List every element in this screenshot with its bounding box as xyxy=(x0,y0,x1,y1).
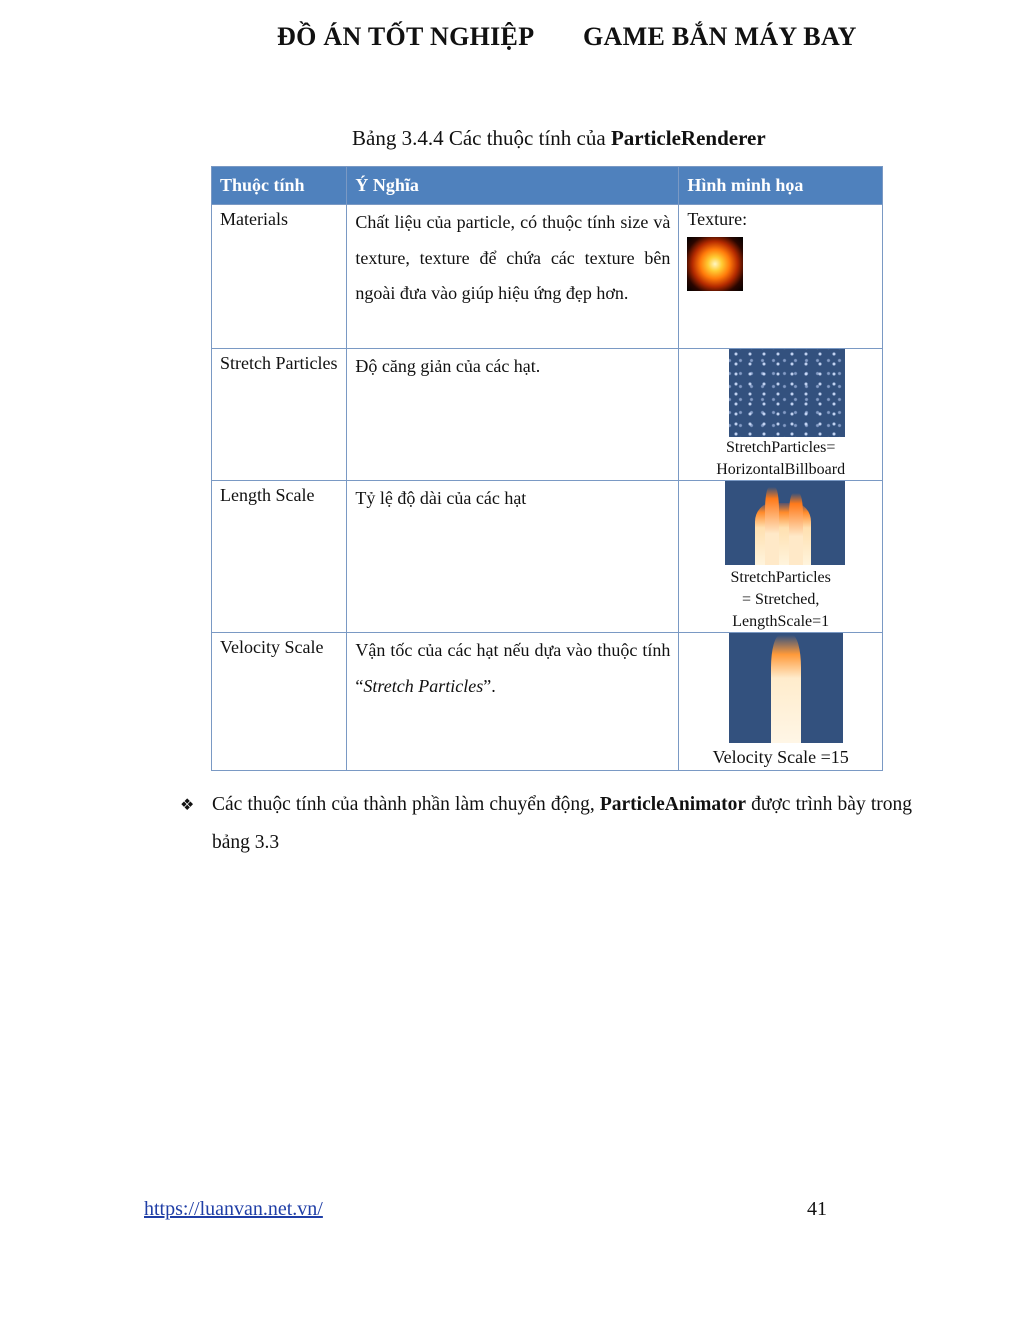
table-row xyxy=(212,481,883,633)
flame-shape xyxy=(789,493,803,565)
image-caption xyxy=(679,437,882,481)
caption-line: HorizontalBillboard xyxy=(716,461,846,478)
table-row xyxy=(212,205,883,349)
image-caption xyxy=(679,746,882,768)
stretch-particles-image xyxy=(729,349,845,437)
caption-line: = Stretched, xyxy=(741,591,820,608)
property-desc xyxy=(347,633,679,771)
desc-text: Vận tốc của các hạt nếu dựa vào thuộc tính “ xyxy=(355,640,671,696)
header-illustration: Hình minh họa xyxy=(679,167,883,205)
desc-italic: Stretch Particles xyxy=(363,675,484,696)
bullet-text-prefix: Các thuộc tính của thành phần làm chuyển động, xyxy=(212,794,600,815)
property-name: Length Scale xyxy=(212,481,347,633)
caption-line: LengthScale=1 xyxy=(732,613,830,630)
illustration-cell xyxy=(679,349,883,481)
texture-image xyxy=(687,237,743,291)
bullet-text-bold: ParticleAnimator xyxy=(599,794,747,815)
header-meaning: Ý Nghĩa xyxy=(347,167,679,205)
properties-table xyxy=(211,166,883,771)
header-property: Thuộc tính xyxy=(212,167,347,205)
caption-line: StretchParticles= xyxy=(725,439,836,456)
table-row xyxy=(212,349,883,481)
header-title-left: ĐỒ ÁN TỐT NGHIỆP xyxy=(277,22,535,51)
property-desc: Độ căng giản của các hạt. xyxy=(347,349,679,481)
caption-line: StretchParticles xyxy=(730,569,831,586)
caption-line: Velocity Scale =15 xyxy=(712,747,849,767)
page-number: 41 xyxy=(807,1198,827,1220)
diamond-bullet-icon: ❖ xyxy=(180,795,195,814)
length-scale-image xyxy=(725,481,845,565)
property-name: Materials xyxy=(212,205,347,349)
table-header-row xyxy=(212,167,883,205)
texture-label: Texture: xyxy=(687,209,748,229)
desc-text: ”. xyxy=(483,675,496,696)
property-name: Velocity Scale xyxy=(212,633,347,771)
illustration-cell xyxy=(679,205,883,349)
footer-link[interactable]: https://luanvan.net.vn/ xyxy=(144,1198,323,1220)
image-caption xyxy=(679,567,882,633)
illustration-cell xyxy=(679,481,883,633)
illustration-cell xyxy=(679,633,883,771)
table-row xyxy=(212,633,883,771)
header-title-right: GAME BẮN MÁY BAY xyxy=(583,22,857,51)
bullet-text-suffix: được trình bày trong bảng 3.3 xyxy=(212,794,912,853)
property-desc: Chất liệu của particle, có thuộc tính size và texture, texture để chứa các texture bên ngoài đưa vào giúp hiệu ứng đẹp hơn. xyxy=(347,205,679,349)
flame-shape xyxy=(771,635,801,743)
caption-text: Bảng 3.4.4 Các thuộc tính của xyxy=(352,126,611,150)
velocity-scale-image xyxy=(729,633,843,743)
caption-bold: ParticleRenderer xyxy=(610,126,766,150)
property-desc: Tỷ lệ độ dài của các hạt xyxy=(347,481,679,633)
flame-shape xyxy=(765,487,779,565)
table-caption xyxy=(352,126,766,151)
property-name: Stretch Particles xyxy=(212,349,347,481)
bullet-text xyxy=(212,786,912,862)
